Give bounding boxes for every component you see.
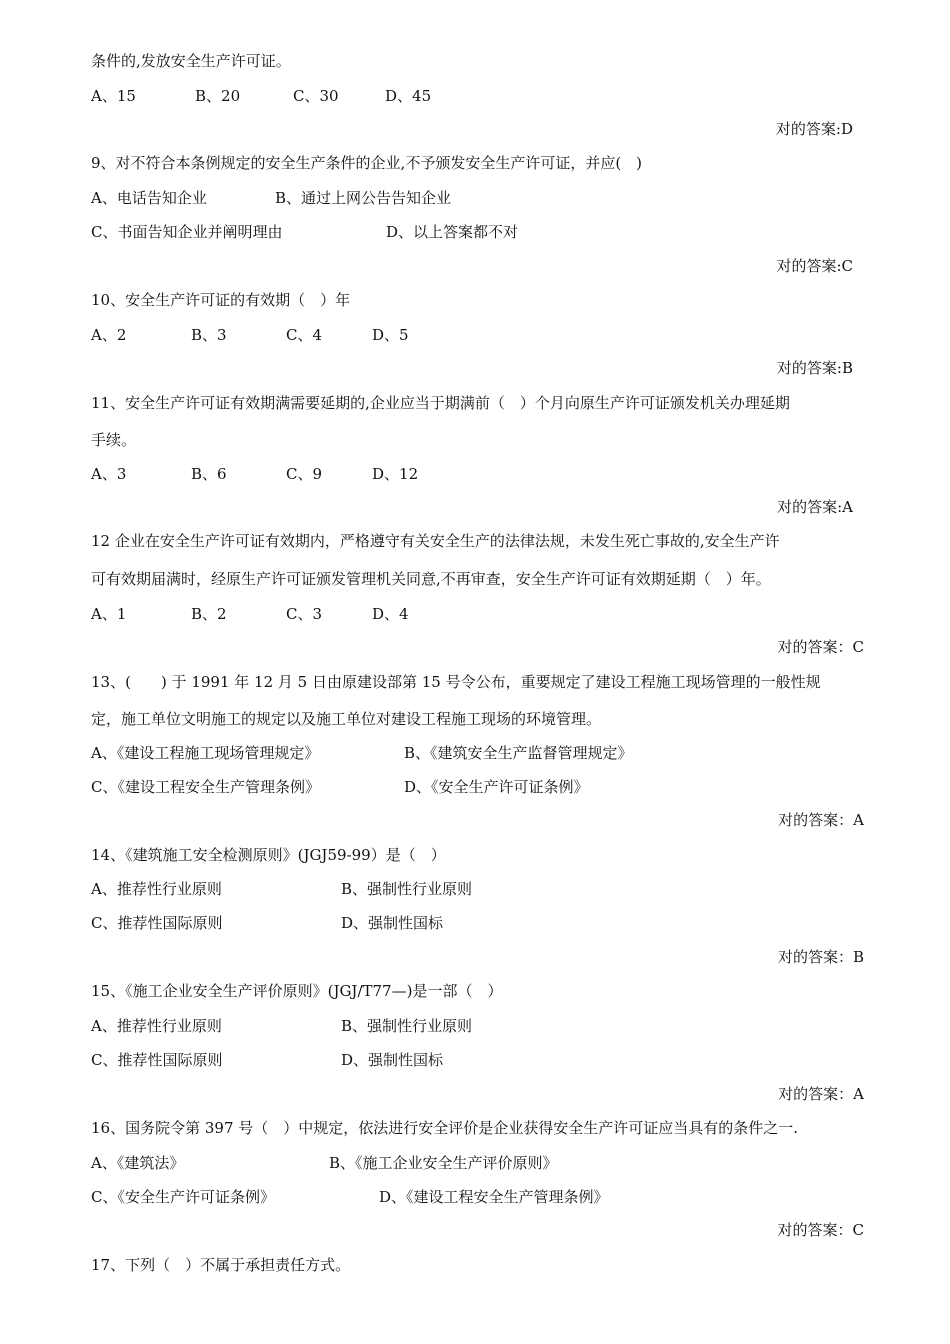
q9-option-b: B、通过上网公告告知企业 (275, 189, 452, 207)
q9-answer: 对的答案:C (776, 257, 853, 275)
q11-question-line1: 11、安全生产许可证有效期满需要延期的,企业应当于期满前（ ）个月向原生产许可证颁发机关办理延期 (91, 394, 790, 412)
q16-question: 16、国务院令第 397 号（ ）中规定，依法进行安全评价是企业获得安全生产许可证应当具有的条件之一. (91, 1119, 799, 1137)
q13-answer: 对的答案：A (778, 811, 864, 829)
q13-option-b: B、《建筑安全生产监督管理规定》 (404, 744, 633, 762)
q12-option-b: B、2 (191, 605, 227, 623)
q10-option-a: A、2 (91, 326, 127, 344)
q14-option-c: C、推荐性国际原则 (91, 914, 223, 932)
q16-option-a: A、《建筑法》 (91, 1154, 185, 1172)
q15-answer: 对的答案：A (778, 1085, 864, 1103)
q12-option-a: A、1 (91, 605, 127, 623)
q10-option-b: B、3 (191, 326, 227, 344)
q10-question: 10、安全生产许可证的有效期（ ）年 (91, 291, 351, 309)
q13-option-c: C、《建设工程安全生产管理条例》 (91, 778, 320, 796)
q13-question-line2: 定，施工单位文明施工的规定以及施工单位对建设工程施工现场的环境管理。 (91, 710, 602, 728)
q11-option-c: C、9 (286, 465, 323, 483)
q14-answer: 对的答案：B (777, 948, 864, 966)
q17-question: 17、下列（ ）不属于承担责任方式。 (91, 1256, 351, 1274)
q14-question: 14、《建筑施工安全检测原则》(JGJ59-99）是（ ） (91, 846, 446, 864)
q12-question-line1: 12 企业在安全生产许可证有效期内，严格遵守有关安全生产的法律法规，未发生死亡事故的,安全生产许 (91, 532, 780, 550)
q11-option-b: B、6 (191, 465, 227, 483)
q8-option-a: A、15 (91, 87, 136, 105)
q16-answer: 对的答案：C (777, 1221, 864, 1239)
q14-option-a: A、推荐性行业原则 (91, 880, 222, 898)
q15-option-a: A、推荐性行业原则 (91, 1017, 222, 1035)
q10-option-d: D、5 (372, 326, 409, 344)
q15-option-c: C、推荐性国际原则 (91, 1051, 223, 1069)
q8-option-c: C、30 (293, 87, 339, 105)
q10-answer: 对的答案:B (776, 359, 853, 377)
q15-question: 15、《施工企业安全生产评价原则》(JGJ/T77—)是一部（ ） (91, 982, 503, 1000)
q14-option-d: D、强制性国标 (341, 914, 444, 932)
q13-option-d: D、《安全生产许可证条例》 (404, 778, 589, 796)
q8-answer: 对的答案:D (775, 120, 853, 138)
q11-option-a: A、3 (91, 465, 127, 483)
q9-option-d: D、以上答案都不对 (386, 223, 519, 241)
q11-answer: 对的答案:A (777, 498, 853, 516)
q9-option-c: C、书面告知企业并阐明理由 (91, 223, 283, 241)
q11-question-line2: 手续。 (91, 431, 137, 449)
q13-option-a: A、《建设工程施工现场管理规定》 (91, 744, 320, 762)
q12-answer: 对的答案：C (777, 638, 864, 656)
q12-option-d: D、4 (372, 605, 409, 623)
q8-option-d: D、45 (385, 87, 432, 105)
q9-question: 9、对不符合本条例规定的安全生产条件的企业,不予颁发安全生产许可证，并应( ) (91, 154, 643, 172)
q12-option-c: C、3 (286, 605, 323, 623)
q11-option-d: D、12 (372, 465, 419, 483)
q12-question-line2: 可有效期届满时，经原生产许可证颁发管理机关同意,不再审查，安全生产许可证有效期延期（ ）年。 (91, 570, 771, 588)
q8-option-b: B、20 (195, 87, 241, 105)
q16-option-c: C、《安全生产许可证条例》 (91, 1188, 275, 1206)
q16-option-d: D、《建设工程安全生产管理条例》 (379, 1188, 609, 1206)
q16-option-b: B、《施工企业安全生产评价原则》 (329, 1154, 558, 1172)
q15-option-b: B、强制性行业原则 (341, 1017, 473, 1035)
q13-question-line1: 13、( ) 于 1991 年 12 月 5 日由原建设部第 15 号令公布，重要规定了建设工程施工现场管理的一般性规 (91, 673, 821, 691)
intro-line: 条件的,发放安全生产许可证。 (91, 52, 291, 70)
q10-option-c: C、4 (286, 326, 323, 344)
q9-option-a: A、电话告知企业 (91, 189, 207, 207)
q15-option-d: D、强制性国标 (341, 1051, 444, 1069)
q14-option-b: B、强制性行业原则 (341, 880, 473, 898)
